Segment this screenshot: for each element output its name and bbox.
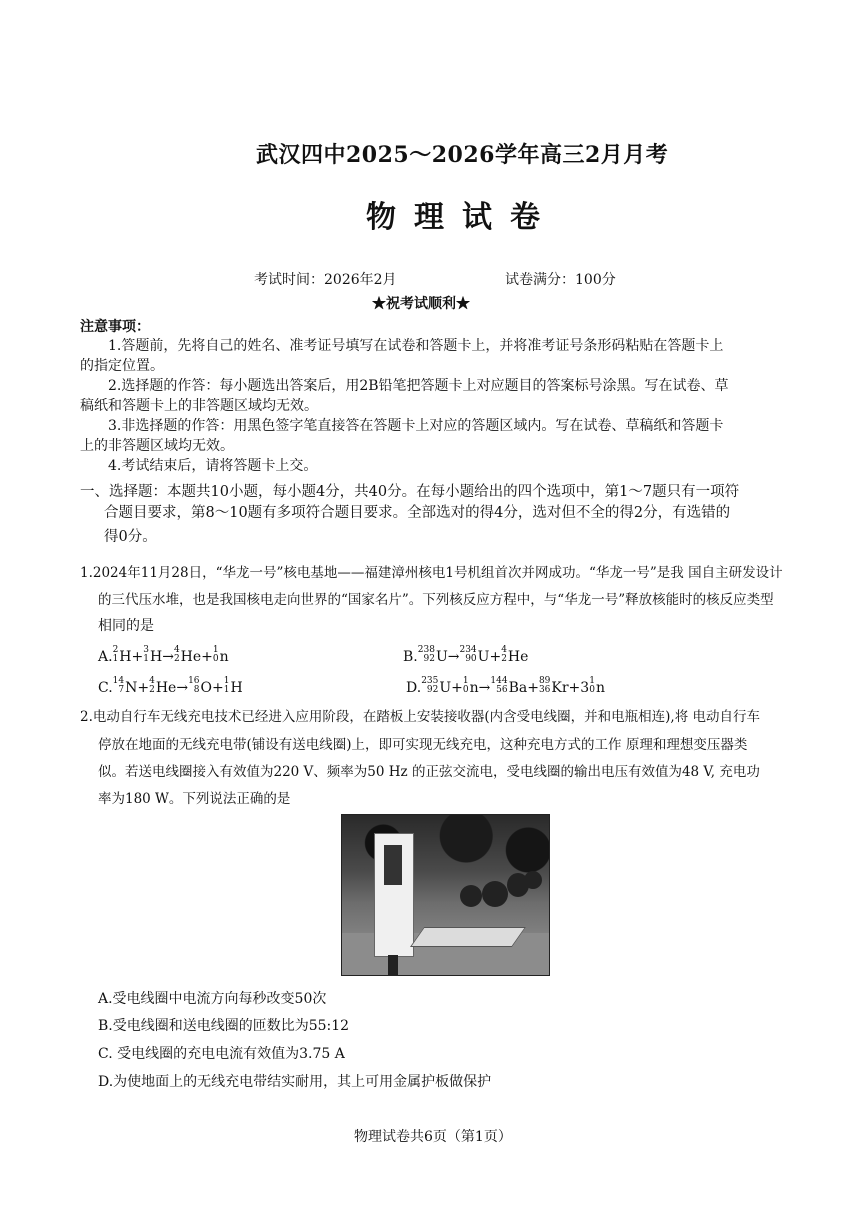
charging-station-photo [341,814,550,976]
notice-item-1-line-1: 1.答题前，先将自己的姓名、准考证号填写在试卷和答题卡上，并将准考证号条形码粘贴在答题卡上 [108,338,724,354]
notice-item-2-line-1: 2.选择题的作答：每小题选出答案后，用2B铅笔把答题卡上对应题目的答案标号涂黑。写在试卷、草 [108,378,729,394]
nuclide-index: 2 1 [112,645,119,664]
wish-text: ★祝考试顺利★ [372,296,470,312]
notice-item-4: 4.考试结束后，请将答题卡上交。 [108,458,318,474]
question-2-option-b: B.受电线圈和送电线圈的匝数比为55:12 [98,1018,350,1034]
question-1-line-3: 相同的是 [98,618,154,634]
question-1-option-b: B. 238 92 U→ 234 90 U+ 4 2 He [403,645,529,665]
notice-item-1-line-2: 的指定位置。 [80,358,164,374]
question-2-line-1: 2.电动自行车无线充电技术已经进入应用阶段，在踏板上安装接收器(内含受电线圈，并和电瓶相连),将 电动自行车 [80,709,760,725]
question-1-line-1: 1.2024年11月28日，“华龙一号”核电基地——福建漳州核电1号机组首次并网成功。“华龙一号”是我 国自主研发设计 [80,565,783,581]
question-2-line-2: 停放在地面的无线充电带(铺设有送电线圈)上，即可实现无线充电，这种充电方式的工作 原理和理想变压器类 [98,737,748,753]
question-1-option-c: C. 14 7 N+ 4 2 He→ 16 8 O+ 1 1 H [98,676,243,696]
option-c-label: C. [98,680,113,696]
option-b-label: B. [403,649,418,665]
option-a-label: A. [98,649,113,665]
notice-item-2-line-2: 稿纸和答题卡上的非答题区域均无效。 [80,398,318,414]
exam-time: 考试时间：2026年2月 [254,272,397,288]
section-1-line-3: 得0分。 [104,529,157,545]
option-d-label: D. [406,680,422,696]
notice-item-3-line-2: 上的非答题区域均无效。 [80,438,234,454]
question-2-option-d: D.为使地面上的无线充电带结实耐用，其上可用金属护板做保护 [98,1074,492,1090]
question-2-line-4: 率为180 W。下列说法正确的是 [98,791,291,807]
question-1-option-d: D. 235 92 U+ 1 0 n→ 144 56 Ba+ 89 36 Kr+3 1 0 n [406,676,605,696]
question-1-option-a: A. 2 1 H+ 3 1 H→ 4 2 He+ 1 0 n [98,645,229,665]
notice-item-3-line-1: 3.非选择题的作答：用黑色签字笔直接答在答题卡上对应的答题区域内。写在试卷、草稿纸和答题卡 [108,418,724,434]
charging-pad [410,927,526,947]
full-score: 试卷满分：100分 [505,272,616,288]
question-2-option-a: A.受电线圈中电流方向每秒改变50次 [98,991,327,1007]
question-2-line-3: 似。若送电线圈接入有效值为220 V、频率为50 Hz 的正弦交流电，受电线圈的输出电压有效值为48 V, 充电功 [98,764,760,780]
question-1-line-2: 的三代压水堆，也是我国核电走向世界的“国家名片”。下列核反应方程中，与“华龙一号”释放核能时的核反应类型 [98,592,774,608]
page-footer: 物理试卷共6页（第1页） [354,1129,512,1145]
notice-heading: 注意事项： [80,319,150,335]
question-2-option-c: C. 受电线圈的充电电流有效值为3.75 A [98,1046,345,1062]
subject-title: 物理试卷 [366,200,558,235]
section-1-line-1: 一、选择题：本题共10小题，每小题4分，共40分。在每小题给出的四个选项中，第1～7题只有一项符 [80,484,740,500]
section-1-line-2: 合题目要求，第8～10题有多项符合题目要求。全部选对的得4分，选对但不全的得2分，有选错的 [104,505,731,521]
school-title: 武汉四中2025～2026学年高三2月月考 [256,142,669,168]
